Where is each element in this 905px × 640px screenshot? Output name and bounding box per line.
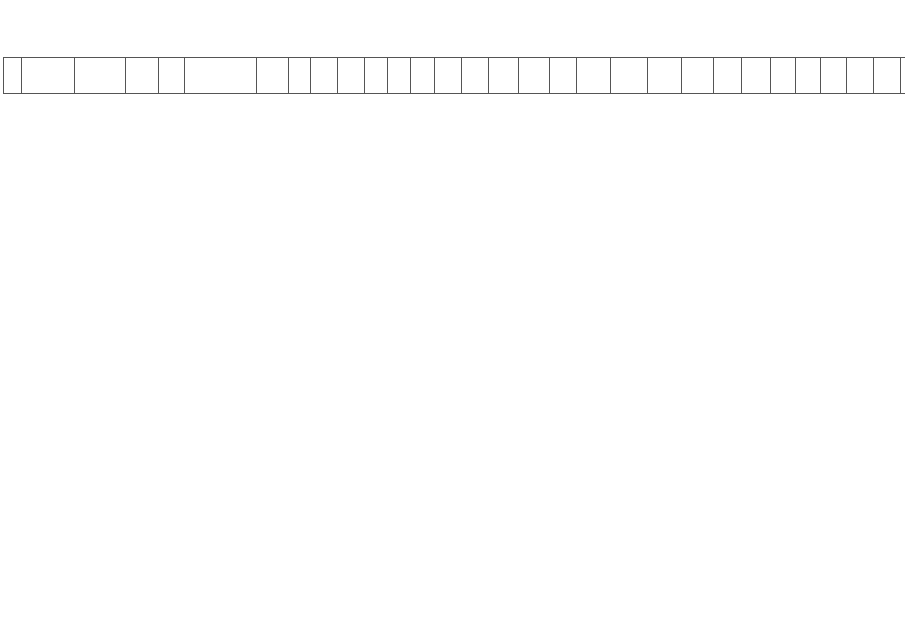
column-header [159,58,185,94]
column-header [847,58,874,94]
column-header [771,58,796,94]
column-header [411,58,435,94]
column-header [742,58,771,94]
column-header [4,58,22,94]
column-header [550,58,577,94]
column-header [901,58,905,94]
column-header [577,58,611,94]
column-header [611,58,648,94]
column-header [821,58,847,94]
column-header [388,58,411,94]
column-header [257,58,289,94]
column-header [22,58,75,94]
column-header [435,58,462,94]
column-header [714,58,742,94]
column-header [648,58,682,94]
column-header [365,58,388,94]
column-header [338,58,365,94]
column-header [185,58,257,94]
column-header [519,58,550,94]
column-header [462,58,489,94]
column-header [289,58,311,94]
column-header [489,58,519,94]
column-header [311,58,338,94]
header-row [4,58,905,94]
column-header [75,58,126,94]
column-header [126,58,159,94]
data-table [3,57,905,94]
column-header [682,58,714,94]
column-header [874,58,901,94]
column-header [796,58,821,94]
